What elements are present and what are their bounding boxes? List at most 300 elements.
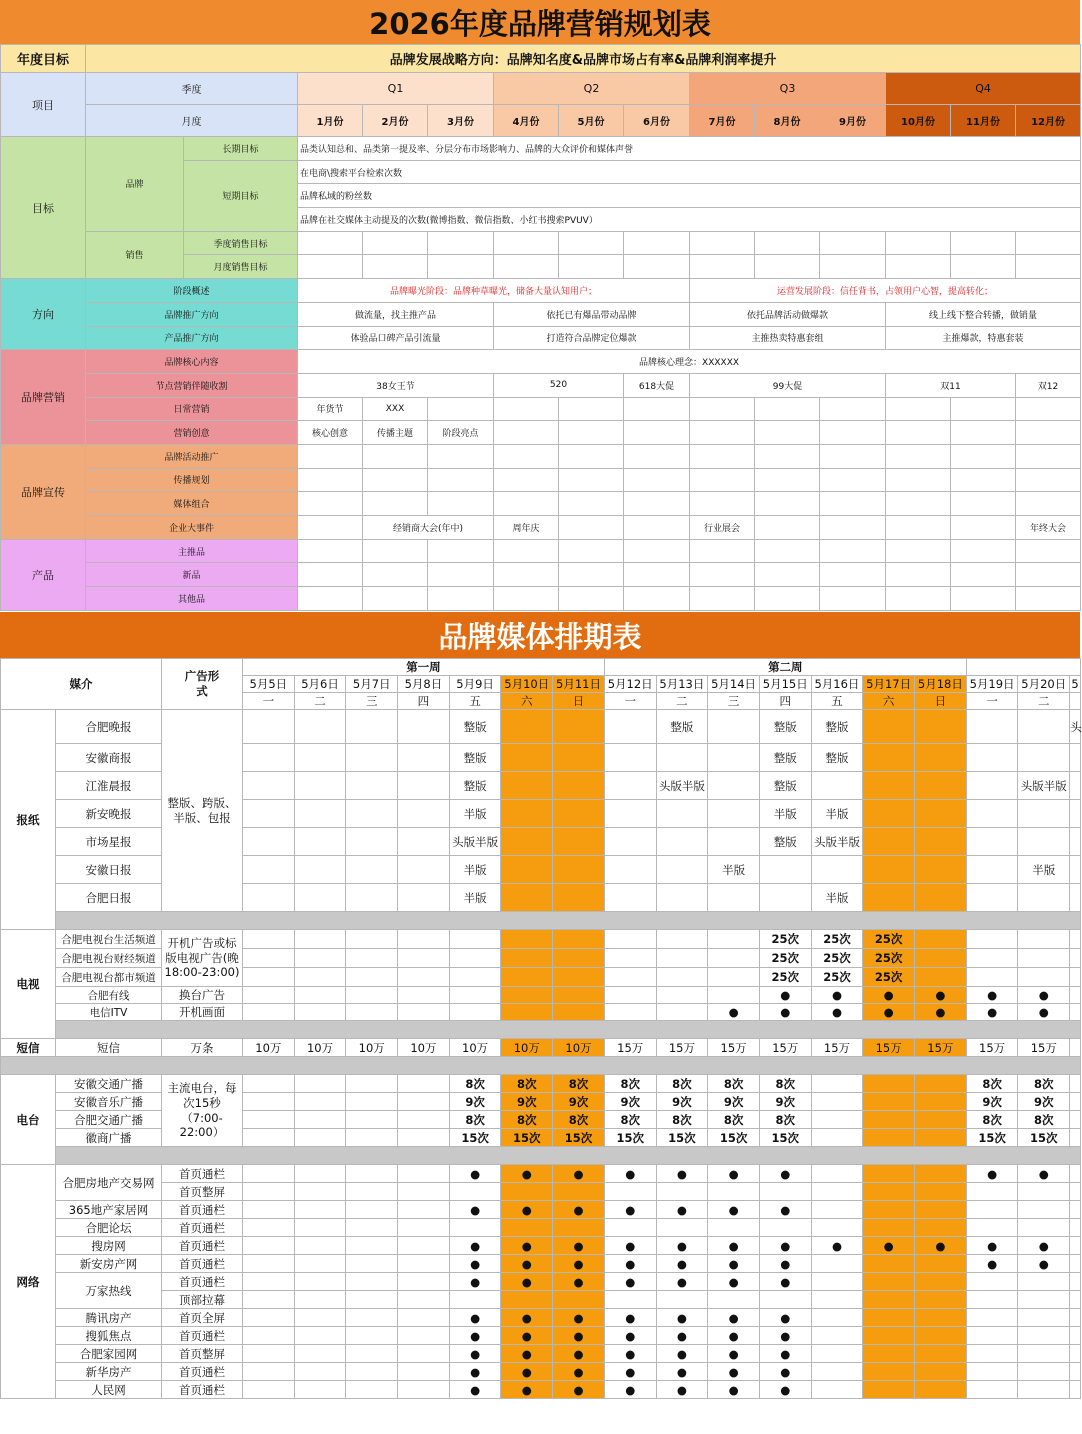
media-name: 新安晚报 [56, 800, 162, 828]
schedule-cell [243, 800, 295, 828]
schedule-cell: 头版半版 [656, 772, 708, 800]
schedule-cell [966, 1345, 1018, 1363]
media-name: 新安房产网 [56, 1255, 162, 1273]
schedule-cell [501, 884, 553, 912]
schedule-cell [346, 1381, 398, 1399]
date-header: 5月10日 [501, 676, 553, 693]
media-name: 腾讯房产 [56, 1309, 162, 1327]
schedule-cell [294, 1237, 346, 1255]
schedule-cell: ● [708, 1309, 760, 1327]
web-form: 首页整屏 [162, 1183, 243, 1201]
schedule-cell: 8次 [966, 1111, 1018, 1129]
schedule-cell [759, 1219, 811, 1237]
schedule-cell [398, 1004, 450, 1021]
schedule-cell [708, 772, 760, 800]
media-name: 合肥晚报 [56, 710, 162, 744]
promo-activity-label: 品牌活动推广 [86, 444, 298, 468]
schedule-cell [1070, 1165, 1081, 1183]
schedule-cell: 8次 [1018, 1075, 1070, 1093]
schedule-cell [966, 930, 1018, 949]
schedule-cell: 25次 [811, 930, 863, 949]
web-row [1, 1201, 1081, 1219]
marketing-core-label: 品牌核心内容 [86, 350, 298, 374]
weekday-header: 二 [1018, 693, 1070, 710]
schedule-cell [294, 1075, 346, 1093]
schedule-cell [863, 1093, 915, 1111]
schedule-cell: 8次 [656, 1075, 708, 1093]
newspaper-row [1, 710, 1081, 744]
schedule-cell [604, 1219, 656, 1237]
separator-row [1, 1021, 1081, 1039]
web-form: 顶部拉幕 [162, 1291, 243, 1309]
schedule-cell [449, 987, 501, 1004]
date-header: 5月16日 [811, 676, 863, 693]
schedule-cell [398, 1183, 450, 1201]
direction-brand-push: 线上线下整合转播，做销量 [886, 302, 1081, 326]
schedule-cell: 整版 [811, 744, 863, 772]
schedule-cell [708, 930, 760, 949]
schedule-cell [708, 968, 760, 987]
schedule-cell [1018, 1309, 1070, 1327]
schedule-cell [346, 1075, 398, 1093]
schedule-cell [346, 1093, 398, 1111]
schedule-cell: ● [501, 1201, 553, 1219]
schedule-cell [398, 1255, 450, 1273]
schedule-cell [294, 772, 346, 800]
schedule-cell [1070, 1291, 1081, 1309]
schedule-cell [346, 930, 398, 949]
schedule-cell [759, 856, 811, 884]
schedule-cell [294, 710, 346, 744]
schedule-cell: ● [656, 1363, 708, 1381]
schedule-cell [501, 1004, 553, 1021]
web-form: 首页通栏 [162, 1327, 243, 1345]
category-tv: 电视 [1, 930, 56, 1039]
schedule-cell [656, 968, 708, 987]
media-name: 电信ITV [56, 1004, 162, 1021]
month-header: 2月份 [363, 105, 428, 137]
web-form: 首页整屏 [162, 1345, 243, 1363]
schedule-cell: 25次 [863, 968, 915, 987]
schedule-cell [811, 1255, 863, 1273]
schedule-cell [915, 1345, 967, 1363]
goal-brand-line: 品牌私域的粉丝数 [298, 184, 1081, 208]
schedule-cell [501, 744, 553, 772]
schedule-cell [966, 1201, 1018, 1219]
schedule-cell: 整版 [449, 772, 501, 800]
schedule-cell: 8次 [966, 1075, 1018, 1093]
schedule-cell [553, 800, 605, 828]
weekday-header: 二 [294, 693, 346, 710]
product-new-label: 新品 [86, 563, 298, 587]
web-row [1, 1237, 1081, 1255]
schedule-cell: 半版 [449, 800, 501, 828]
schedule-cell: ● [501, 1363, 553, 1381]
media-name: 合肥电视台财经频道 [56, 949, 162, 968]
schedule-cell: 头 [1070, 710, 1081, 744]
separator-cell [1, 1057, 1081, 1075]
media-name: 安徽商报 [56, 744, 162, 772]
schedule-cell: ● [708, 1327, 760, 1345]
schedule-cell: ● [553, 1363, 605, 1381]
schedule-cell: ● [449, 1345, 501, 1363]
schedule-cell [915, 884, 967, 912]
schedule-cell [811, 1165, 863, 1183]
schedule-cell: 15次 [501, 1129, 553, 1147]
media-name: 合肥家园网 [56, 1345, 162, 1363]
schedule-cell [294, 1004, 346, 1021]
schedule-cell [1070, 1201, 1081, 1219]
date-header: 5月19日 [966, 676, 1018, 693]
schedule-cell [966, 949, 1018, 968]
schedule-cell [915, 710, 967, 744]
schedule-cell [398, 856, 450, 884]
schedule-cell: 9次 [759, 1093, 811, 1111]
schedule-cell: ● [604, 1381, 656, 1399]
schedule-cell: ● [708, 1004, 760, 1021]
schedule-cell [915, 856, 967, 884]
schedule-cell [553, 930, 605, 949]
month-label: 月度 [86, 105, 298, 137]
schedule-cell [708, 800, 760, 828]
schedule-cell: 9次 [553, 1093, 605, 1111]
schedule-cell: ● [604, 1165, 656, 1183]
schedule-cell [759, 1183, 811, 1201]
schedule-cell [811, 1075, 863, 1093]
schedule-cell [656, 828, 708, 856]
date-header: 5月20日 [1018, 676, 1070, 693]
schedule-cell [346, 1327, 398, 1345]
schedule-cell [1070, 1111, 1081, 1129]
schedule-cell [398, 1075, 450, 1093]
schedule-cell: ● [656, 1309, 708, 1327]
weekday-header: 一 [966, 693, 1018, 710]
schedule-cell [863, 1273, 915, 1291]
schedule-cell: 9次 [604, 1093, 656, 1111]
schedule-cell [656, 1183, 708, 1201]
media-name: 人民网 [56, 1381, 162, 1399]
goal-brand-line: 在电商\搜索平台检索次数 [298, 160, 1081, 184]
schedule-cell [294, 1255, 346, 1273]
week3-header [966, 659, 1080, 676]
festival: 双12 [1016, 373, 1081, 397]
web-form: 首页通栏 [162, 1201, 243, 1219]
tv-row [1, 930, 1081, 949]
schedule-cell: 25次 [759, 930, 811, 949]
schedule-cell [346, 884, 398, 912]
schedule-cell [243, 1129, 295, 1147]
schedule-cell [863, 1183, 915, 1201]
schedule-cell: ● [811, 987, 863, 1004]
schedule-cell [604, 987, 656, 1004]
schedule-cell [1018, 949, 1070, 968]
schedule-cell: ● [759, 1345, 811, 1363]
event-value: 经销商大会(年中) [363, 516, 494, 540]
schedule-cell [294, 1273, 346, 1291]
schedule-cell: 整版 [449, 710, 501, 744]
schedule-cell [915, 1273, 967, 1291]
daily-value: 年货节 [298, 397, 363, 421]
schedule-cell [863, 744, 915, 772]
schedule-cell [604, 968, 656, 987]
schedule-cell [449, 968, 501, 987]
schedule-cell: ● [811, 1237, 863, 1255]
schedule-cell [398, 1237, 450, 1255]
schedule-cell [501, 987, 553, 1004]
marketing-core-value: 品牌核心理念：XXXXXX [298, 350, 1081, 374]
schedule-cell [811, 1183, 863, 1201]
schedule-cell: ● [915, 1004, 967, 1021]
schedule-cell [604, 1291, 656, 1309]
creative-value: 传播主题 [363, 421, 428, 445]
col-form-header: 广告形式 [162, 659, 243, 710]
schedule-cell: 半版 [708, 856, 760, 884]
weekday-header: 日 [553, 693, 605, 710]
schedule-cell: ● [501, 1273, 553, 1291]
schedule-cell [501, 800, 553, 828]
category-web: 网络 [1, 1165, 56, 1399]
web-row [1, 1381, 1081, 1399]
schedule-cell [294, 1381, 346, 1399]
schedule-cell [1070, 1273, 1081, 1291]
schedule-cell: ● [656, 1345, 708, 1363]
web-form: 首页通栏 [162, 1237, 243, 1255]
schedule-cell [915, 1381, 967, 1399]
schedule-cell [243, 1273, 295, 1291]
schedule-cell [294, 1165, 346, 1183]
schedule-cell: ● [1018, 1255, 1070, 1273]
schedule-cell [243, 949, 295, 968]
date-header: 5月9日 [449, 676, 501, 693]
month-header: 8月份 [755, 105, 820, 137]
section-direction: 方向 [1, 279, 86, 350]
schedule-cell [346, 1237, 398, 1255]
media-name: 安徽交通广播 [56, 1075, 162, 1093]
schedule-cell [346, 856, 398, 884]
schedule-cell [604, 1183, 656, 1201]
schedule-cell: ● [1018, 1004, 1070, 1021]
schedule-cell [346, 1219, 398, 1237]
schedule-cell [604, 884, 656, 912]
schedule-cell [398, 1129, 450, 1147]
separator-row [1, 1057, 1081, 1075]
schedule-cell [863, 1327, 915, 1345]
schedule-cell [346, 1183, 398, 1201]
schedule-cell [553, 1219, 605, 1237]
schedule-cell [346, 987, 398, 1004]
schedule-cell [1070, 1039, 1081, 1057]
web-row [1, 1273, 1081, 1291]
separator-cell [56, 1021, 1081, 1039]
schedule-cell [398, 744, 450, 772]
direction-product-push: 打造符合品牌定位爆款 [494, 326, 690, 350]
schedule-cell [398, 800, 450, 828]
schedule-cell [553, 828, 605, 856]
web-form: 首页通栏 [162, 1363, 243, 1381]
schedule-cell: ● [449, 1327, 501, 1345]
schedule-cell [449, 1183, 501, 1201]
schedule-cell [1070, 1183, 1081, 1201]
schedule-cell: 头版半版 [811, 828, 863, 856]
sms-form: 万条 [162, 1039, 243, 1057]
direction-stage-2: 运营发展阶段：信任背书，占领用户心智，提高转化； [690, 279, 1081, 303]
schedule-cell [553, 1004, 605, 1021]
schedule-cell [604, 710, 656, 744]
media-name: 合肥日报 [56, 884, 162, 912]
schedule-cell [501, 710, 553, 744]
schedule-cell [1018, 884, 1070, 912]
tv-form: 开机广告或标版电视广告(晚18:00-23:00) [162, 930, 243, 987]
schedule-cell [243, 1381, 295, 1399]
schedule-cell [294, 1291, 346, 1309]
web-row [1, 1291, 1081, 1309]
schedule-cell: 10万 [294, 1039, 346, 1057]
schedule-cell [501, 930, 553, 949]
month-header: 4月份 [494, 105, 559, 137]
date-header: 5月12日 [604, 676, 656, 693]
schedule-cell [915, 1183, 967, 1201]
media-name: 短信 [56, 1039, 162, 1057]
schedule-cell [1070, 987, 1081, 1004]
schedule-cell [501, 828, 553, 856]
schedule-cell [1070, 1327, 1081, 1345]
schedule-cell [1018, 1363, 1070, 1381]
schedule-cell [294, 1363, 346, 1381]
schedule-cell [346, 1255, 398, 1273]
month-header: 9月份 [820, 105, 886, 137]
schedule-cell [1070, 1129, 1081, 1147]
schedule-cell [553, 987, 605, 1004]
schedule-cell [449, 949, 501, 968]
schedule-cell: ● [553, 1381, 605, 1399]
schedule-cell [1018, 1183, 1070, 1201]
schedule-cell [1018, 710, 1070, 744]
schedule-cell: ● [966, 1255, 1018, 1273]
schedule-cell [604, 949, 656, 968]
schedule-cell [604, 800, 656, 828]
festival: 618大促 [624, 373, 690, 397]
schedule-cell: ● [759, 1381, 811, 1399]
direction-brand-push-label: 品牌推广方向 [86, 302, 298, 326]
goal-month-sales: 月度销售目标 [184, 255, 298, 279]
week2-header: 第二周 [604, 659, 966, 676]
schedule-cell: 25次 [863, 930, 915, 949]
schedule-cell [294, 1309, 346, 1327]
web-row [1, 1165, 1081, 1183]
festival: 38女王节 [298, 373, 494, 397]
category-sms: 短信 [1, 1039, 56, 1057]
schedule-cell [1070, 1363, 1081, 1381]
schedule-cell: 25次 [759, 949, 811, 968]
schedule-cell [243, 1309, 295, 1327]
marketing-plan-table [0, 44, 1081, 611]
schedule-cell [1070, 1255, 1081, 1273]
media-name: 新华房产 [56, 1363, 162, 1381]
schedule-cell: ● [604, 1273, 656, 1291]
schedule-cell [915, 1309, 967, 1327]
schedule-cell [863, 1075, 915, 1093]
schedule-cell [294, 1345, 346, 1363]
schedule-cell [915, 930, 967, 949]
schedule-cell: 9次 [656, 1093, 708, 1111]
schedule-cell: ● [863, 987, 915, 1004]
month-header: 12月份 [1016, 105, 1081, 137]
schedule-cell: ● [553, 1345, 605, 1363]
schedule-cell: 8次 [553, 1075, 605, 1093]
creative-value: 阶段亮点 [428, 421, 494, 445]
schedule-cell [1070, 1075, 1081, 1093]
schedule-cell [294, 949, 346, 968]
schedule-cell: ● [1018, 987, 1070, 1004]
schedule-cell: 10万 [449, 1039, 501, 1057]
direction-product-push: 体验品口碑产品引流量 [298, 326, 494, 350]
schedule-cell [243, 1327, 295, 1345]
schedule-cell [863, 1309, 915, 1327]
schedule-cell [398, 987, 450, 1004]
schedule-cell: 8次 [501, 1075, 553, 1093]
web-row [1, 1219, 1081, 1237]
schedule-cell [398, 1201, 450, 1219]
date-header: 5月7日 [346, 676, 398, 693]
schedule-cell [346, 744, 398, 772]
schedule-cell [501, 1291, 553, 1309]
schedule-cell [915, 828, 967, 856]
schedule-cell [915, 744, 967, 772]
schedule-cell [811, 1381, 863, 1399]
schedule-cell [553, 710, 605, 744]
schedule-cell: 25次 [759, 968, 811, 987]
schedule-cell: ● [915, 987, 967, 1004]
schedule-cell [915, 1075, 967, 1093]
schedule-cell [294, 930, 346, 949]
month-header: 1月份 [298, 105, 363, 137]
schedule-cell [243, 1237, 295, 1255]
schedule-cell [708, 710, 760, 744]
schedule-cell: 9次 [966, 1093, 1018, 1111]
festival: 99大促 [690, 373, 886, 397]
media-name: 合肥交通广播 [56, 1111, 162, 1129]
schedule-cell: ● [501, 1345, 553, 1363]
quarter-q3: Q3 [690, 73, 886, 105]
direction-brand-push: 依托品牌活动做爆款 [690, 302, 886, 326]
header-row [1, 659, 1081, 676]
schedule-cell [553, 884, 605, 912]
schedule-cell [863, 1129, 915, 1147]
schedule-cell [1070, 744, 1081, 772]
schedule-cell [863, 1255, 915, 1273]
schedule-cell: 头版半版 [449, 828, 501, 856]
schedule-cell [449, 1004, 501, 1021]
schedule-cell: 10万 [398, 1039, 450, 1057]
direction-product-push: 主推爆款，特惠套装 [886, 326, 1081, 350]
weekday-header: 六 [863, 693, 915, 710]
schedule-cell [398, 968, 450, 987]
schedule-cell [243, 1075, 295, 1093]
schedule-cell: ● [449, 1309, 501, 1327]
media-name: 合肥论坛 [56, 1219, 162, 1237]
schedule-cell: ● [1018, 1237, 1070, 1255]
schedule-cell: ● [656, 1273, 708, 1291]
media-name: 徽商广播 [56, 1129, 162, 1147]
schedule-cell [1070, 1093, 1081, 1111]
schedule-cell [966, 828, 1018, 856]
schedule-cell: 整版 [656, 710, 708, 744]
date-header: 5月17日 [863, 676, 915, 693]
schedule-cell [966, 772, 1018, 800]
media-name: 合肥电视台都市频道 [56, 968, 162, 987]
schedule-cell: 整版 [811, 710, 863, 744]
schedule-cell [863, 884, 915, 912]
